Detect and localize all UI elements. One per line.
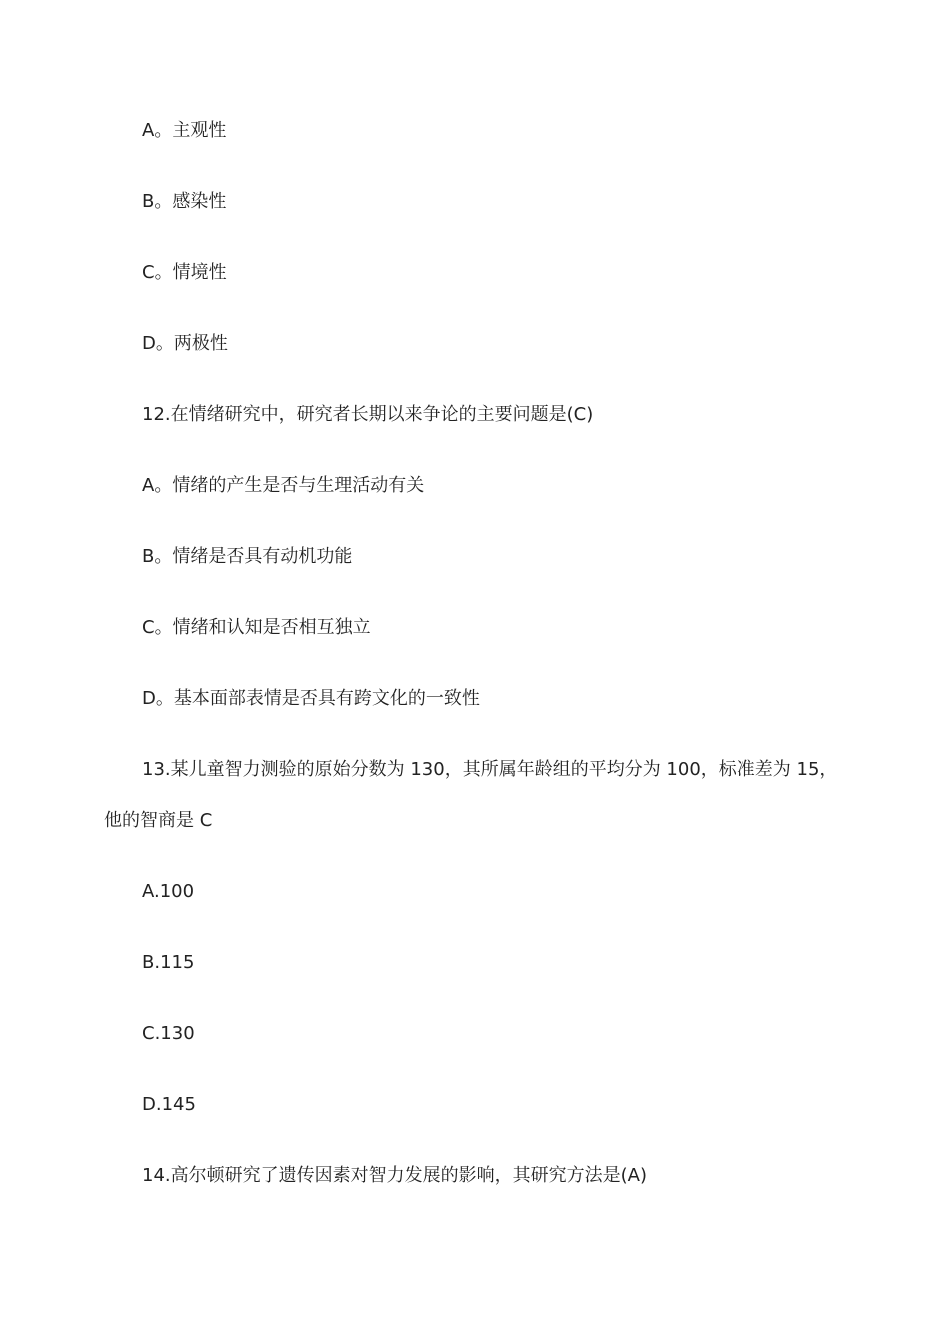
q13-option-a: A.100 — [142, 881, 195, 902]
q12-option-a: A。情绪的产生是否与生理活动有关 — [142, 475, 425, 496]
q12-option-c: C。情绪和认知是否相互独立 — [142, 617, 371, 638]
q11-option-c: C。情境性 — [142, 262, 227, 283]
q13-stem-line1: 13.某儿童智力测验的原始分数为 130，其所属年龄组的平均分为 100，标准差为 15， — [142, 759, 838, 780]
q13-option-b: B.115 — [142, 952, 195, 973]
q13-option-d: D.145 — [142, 1094, 196, 1115]
q13-stem-line2: 他的智商是 C — [104, 810, 213, 831]
q13-option-c: C.130 — [142, 1023, 195, 1044]
q14-stem: 14.高尔顿研究了遗传因素对智力发展的影响，其研究方法是(A) — [142, 1165, 647, 1186]
q11-option-b: B。感染性 — [142, 191, 227, 212]
q11-option-a: A。主观性 — [142, 120, 227, 141]
q12-stem: 12.在情绪研究中，研究者长期以来争论的主要问题是(C) — [142, 404, 594, 425]
q11-option-d: D。两极性 — [142, 333, 228, 354]
q12-option-b: B。情绪是否具有动机功能 — [142, 546, 353, 567]
q12-option-d: D。基本面部表情是否具有跨文化的一致性 — [142, 688, 480, 709]
